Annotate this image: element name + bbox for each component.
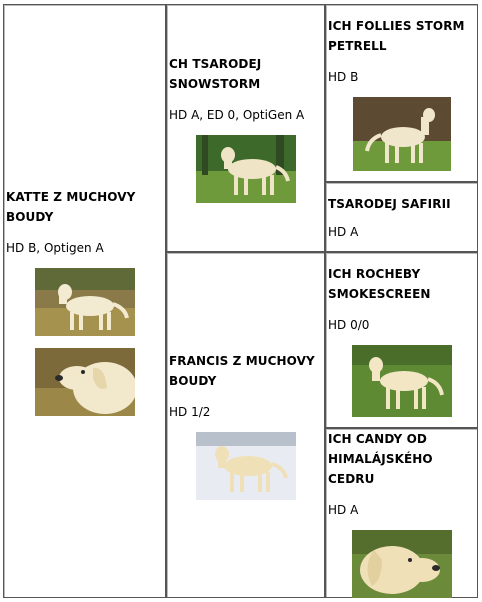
labrador-head-photo bbox=[352, 530, 452, 598]
pedigree-cell-dam bbox=[3, 4, 166, 598]
health-results: HD A bbox=[328, 502, 359, 517]
dog-name: TSARODEJ SAFIRII bbox=[328, 197, 451, 211]
health-results: HD B bbox=[328, 69, 359, 84]
labrador-standing-photo bbox=[196, 135, 296, 203]
labrador-head-photo bbox=[35, 348, 135, 416]
health-results: HD A bbox=[328, 225, 359, 239]
health-results: HD 1/2 bbox=[169, 404, 211, 419]
pedigree-cell-sire bbox=[166, 252, 325, 598]
dog-name: ICH FOLLIES STORM PETRELL bbox=[328, 18, 465, 53]
dog-name: FRANCIS Z MUCHOVY BOUDY bbox=[169, 353, 315, 388]
dog-name: CH TSARODEJ SNOWSTORM bbox=[169, 56, 262, 91]
dog-name: ICH CANDY OD HIMALÁJSKÉHO CEDRU bbox=[328, 431, 433, 486]
labrador-on-snow-photo bbox=[196, 432, 296, 500]
pedigree-cell-ancestor bbox=[325, 252, 478, 428]
health-results: HD 0/0 bbox=[328, 317, 370, 332]
dog-name: KATTE Z MUCHOVY BOUDY bbox=[6, 189, 136, 224]
labrador-standing-photo bbox=[353, 97, 451, 171]
health-results: HD A, ED 0, OptiGen A bbox=[169, 107, 305, 122]
dog-name: ICH ROCHEBY SMOKESCREEN bbox=[328, 266, 431, 301]
pedigree-cell-ancestor bbox=[325, 428, 478, 598]
pedigree-cell-ancestor bbox=[325, 182, 478, 252]
labrador-standing-photo bbox=[35, 268, 135, 336]
pedigree-cell-sire bbox=[166, 4, 325, 252]
labrador-standing-photo bbox=[352, 345, 452, 417]
health-results: HD B, Optigen A bbox=[6, 240, 104, 255]
pedigree-cell-ancestor bbox=[325, 4, 478, 182]
